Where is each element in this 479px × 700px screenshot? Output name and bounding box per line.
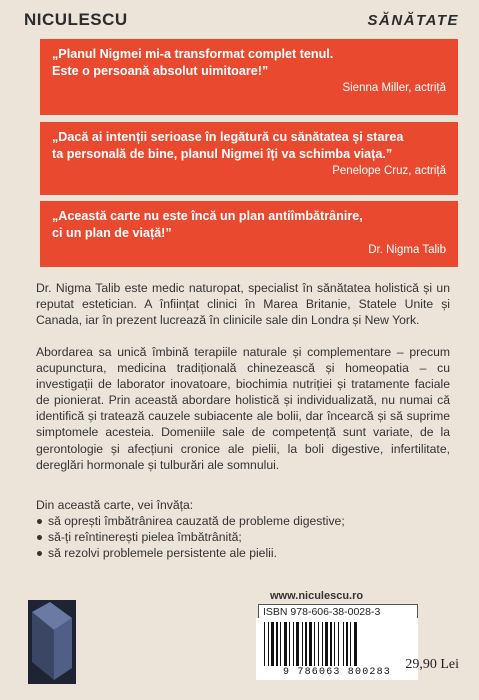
- quote-author: Dr. Nigma Talib: [368, 244, 446, 256]
- quote-author: Sienna Miller, actriță: [342, 82, 446, 94]
- price: 29,90 Lei: [405, 657, 459, 672]
- approach-paragraph: Abordarea sa unică îmbină terapiile naturale și complementare – precum acupunctura, medicina tradițională chinezească și homeopatia – cu investigații de laborator inovatoare, biochimia nutriției și tratamente faciale de pionierat. Prin această abordare holistică și individualizată, nu numai că identifică și tratează cauzele subiacente ale bolii, dar încearcă și să suprime simptomele acesteia. Domeniile sale de competență sunt variate, de la gerontologie și afecțiuni cronice ale pielii, la boli digestive, infertilitate, dereglări hormonale și tulburări ale somnului.: [36, 345, 450, 472]
- quote-text: „Dacă ai intenții serioase în legătură cu sănătatea și starea ta personală de bine, planul Nigmei îți va schimba viața.”: [52, 130, 404, 161]
- quote-box: [40, 122, 458, 195]
- list-item: să rezolvi problemele persistente ale pielii.: [36, 545, 450, 561]
- quote-author: Penelope Cruz, actriță: [332, 165, 446, 177]
- barcode: [256, 618, 418, 680]
- author-bio-paragraph: Dr. Nigma Talib este medic naturopat, specialist în sănătatea holistică și un reputat estetician. A înființat clinici în Marea Britanie, Statele Unite și Canada, iar în prezent lucrează în clinicile sale din Londra și New York.: [36, 281, 450, 328]
- list-item: să-ți reîntinerești pielea îmbătrânită;: [36, 529, 450, 545]
- learning-section: [36, 497, 450, 561]
- barcode-digits: 9 786063 800283: [282, 667, 391, 678]
- quote-box: [40, 201, 458, 267]
- category-label: SĂNĂTATE: [367, 12, 459, 29]
- learning-list: [36, 513, 450, 561]
- learning-intro: Din această carte, vei învăța:: [36, 498, 194, 512]
- publisher-website: www.niculescu.ro: [270, 590, 364, 602]
- isbn-label: ISBN 978-606-38-0028-3: [258, 604, 418, 620]
- publisher-name: NICULESCU: [24, 10, 128, 29]
- quote-box: [40, 39, 458, 115]
- quote-text: „Planul Nigmei mi-a transformat complet tenul. Este o persoană absolut uimitoare!”: [52, 47, 334, 78]
- publisher-logo-icon: [28, 600, 76, 684]
- list-item: să oprești îmbătrânirea cauzată de probleme digestive;: [36, 513, 450, 529]
- quote-text: „Această carte nu este încă un plan antiîmbătrânire, ci un plan de viață!”: [52, 209, 363, 240]
- barcode-bars-icon: [262, 622, 412, 666]
